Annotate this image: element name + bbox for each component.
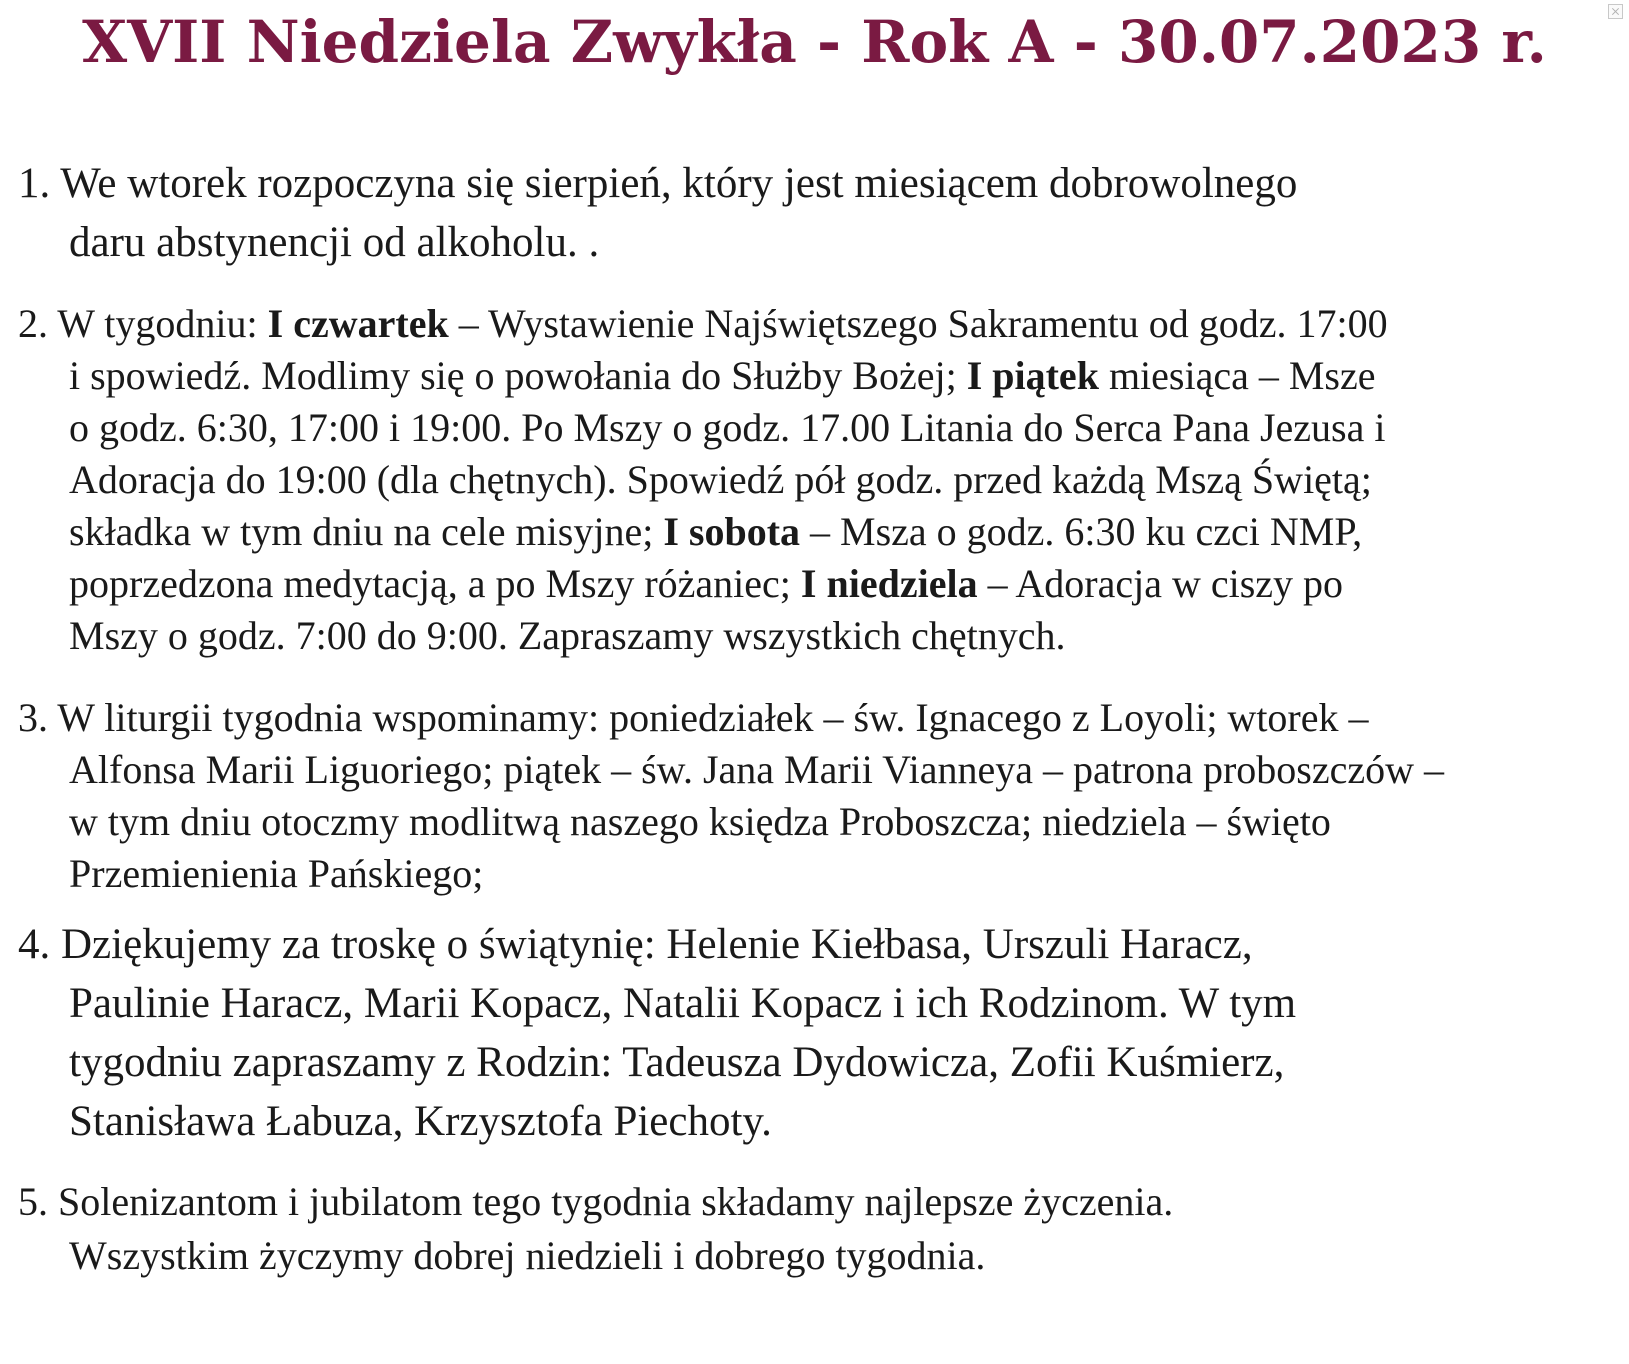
announcement-5-line-1: 5. Solenizantom i jubilatom tego tygodnia składamy najlepsze życzenia.	[18, 1175, 1173, 1229]
announcement-3-line-1: 3. W liturgii tygodnia wspominamy: poniedziałek – św. Ignacego z Loyoli; wtorek –	[18, 692, 1444, 744]
announcement-2-line-2: i spowiedź. Modlimy się o powołania do Służby Bożej; I piątek miesiąca – Msze	[69, 353, 1376, 398]
announcement-4-number: 4.	[18, 921, 51, 968]
announcement-5-line-2: Wszystkim życzymy dobrej niedzieli i dobrego tygodnia.	[69, 1233, 986, 1278]
page-title: XVII Niedziela Zwykła - Rok A - 30.07.2023 r.	[82, 8, 1547, 76]
announcement-3-line-4: Przemienienia Pańskiego;	[69, 851, 484, 896]
announcement-2	[18, 298, 1388, 662]
bold-first-thursday: I czwartek	[267, 301, 449, 346]
announcement-1	[18, 154, 1297, 272]
announcement-2-line-6: poprzedzona medytacją, a po Mszy różaniec; I niedziela – Adoracja w ciszy po	[69, 561, 1344, 606]
bold-first-friday: I piątek	[966, 353, 1099, 398]
announcement-2-line-3: o godz. 6:30, 17:00 i 19:00. Po Mszy o godz. 17.00 Litania do Serca Pana Jezusa i	[69, 405, 1386, 450]
announcement-2-number: 2.	[18, 301, 48, 346]
announcement-1-line-2: daru abstynencji od alkoholu. .	[69, 219, 600, 266]
announcement-3-line-3: w tym dniu otoczmy modlitwą naszego księdza Proboszcza; niedziela – święto	[69, 799, 1331, 844]
announcement-5-number: 5.	[18, 1179, 48, 1224]
close-icon[interactable]	[1608, 4, 1623, 19]
announcement-2-line-7: Mszy o godz. 7:00 do 9:00. Zapraszamy wszystkich chętnych.	[69, 613, 1066, 658]
announcement-4-line-3: tygodniu zapraszamy z Rodzin: Tadeusza Dydowicza, Zofii Kuśmierz,	[69, 1039, 1285, 1086]
announcement-4	[18, 915, 1296, 1151]
announcement-2-line-1: 2. W tygodniu: I czwartek – Wystawienie Najświętszego Sakramentu od godz. 17:00	[18, 298, 1388, 350]
announcement-3-number: 3.	[18, 695, 48, 740]
announcement-1-number: 1.	[18, 160, 51, 207]
bold-first-saturday: I sobota	[663, 509, 801, 554]
bold-first-sunday: I niedziela	[800, 561, 978, 606]
announcement-2-line-4: Adoracja do 19:00 (dla chętnych). Spowiedź pół godz. przed każdą Mszą Świętą;	[69, 457, 1372, 502]
announcement-5	[18, 1175, 1173, 1283]
announcement-4-line-2: Paulinie Haracz, Marii Kopacz, Natalii Kopacz i ich Rodzinom. W tym	[69, 980, 1297, 1027]
announcement-4-line-4: Stanisława Łabuza, Krzysztofa Piechoty.	[69, 1098, 772, 1145]
announcement-3-line-2: Alfonsa Marii Liguoriego; piątek – św. Jana Marii Vianneya – patrona proboszczów –	[69, 747, 1444, 792]
announcement-4-line-1: 4. Dziękujemy za troskę o świątynię: Helenie Kiełbasa, Urszuli Haracz,	[18, 915, 1296, 974]
announcement-1-line-1: 1. We wtorek rozpoczyna się sierpień, który jest miesiącem dobrowolnego	[18, 154, 1297, 213]
announcement-3	[18, 692, 1444, 900]
announcement-2-line-5: składka w tym dniu na cele misyjne; I sobota – Msza o godz. 6:30 ku czci NMP,	[69, 509, 1363, 554]
